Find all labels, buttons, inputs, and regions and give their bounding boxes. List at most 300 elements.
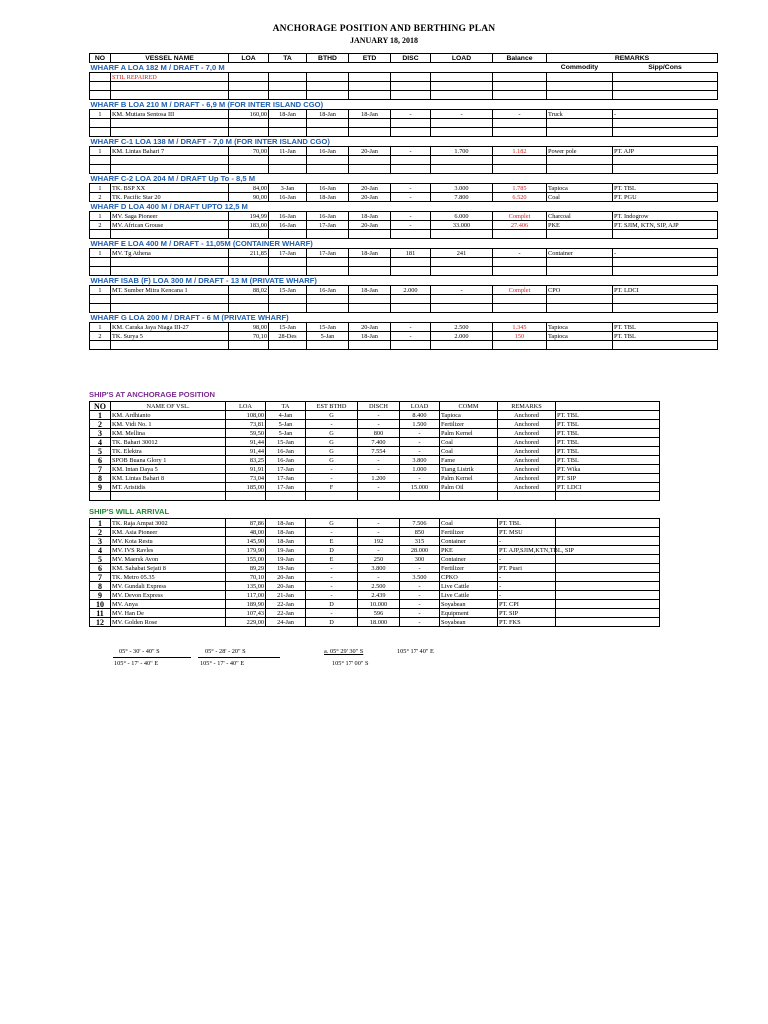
table-cell: 3.800 [358, 564, 400, 573]
table-cell: 7 [90, 573, 111, 582]
table-cell: 17-Jan [269, 249, 307, 258]
table-cell: Anchored [498, 447, 556, 456]
table-cell: G [306, 438, 358, 447]
table-cell: - [306, 582, 358, 591]
table-cell [229, 165, 269, 174]
table-cell: 88,02 [229, 286, 269, 295]
table-cell: 229,00 [226, 618, 266, 627]
table-cell [547, 258, 613, 267]
table-cell: PT. LDCI [613, 286, 718, 295]
table-cell: - [306, 591, 358, 600]
header-vessel-name: VESSEL NAME [111, 54, 229, 63]
table-cell: 16-Jan [266, 447, 306, 456]
table-cell: 16-Jan [269, 221, 307, 230]
table-cell [229, 128, 269, 137]
table-cell: Truck [547, 110, 613, 119]
table-cell: 83,25 [226, 456, 266, 465]
table-cell [269, 165, 307, 174]
table-cell: MV. Maersk Avon [111, 555, 226, 564]
table-cell [307, 128, 349, 137]
table-cell: 7.506 [400, 519, 440, 528]
table-cell: 2.500 [358, 582, 400, 591]
table-cell: PKE [440, 546, 498, 555]
table-cell [613, 295, 718, 304]
table-cell [493, 119, 547, 128]
table-cell: Coal [440, 519, 498, 528]
table-cell [613, 156, 718, 165]
anchorage-header-row [90, 402, 660, 411]
table-cell: 18-Jan [349, 212, 391, 221]
table-cell [613, 165, 718, 174]
table-cell [547, 304, 613, 313]
table-cell: KM. Mellina [111, 429, 226, 438]
table-cell [307, 73, 349, 82]
table-cell [229, 91, 269, 100]
blank-row [90, 258, 718, 267]
blank-row [90, 230, 718, 239]
table-cell [269, 295, 307, 304]
wharf-title: WHARF ISAB (F) LOA 300 M / DRAFT - 13 M (PRIVATE WHARF) [90, 276, 317, 285]
arrival-row [90, 546, 660, 555]
table-cell: Power pole [547, 147, 613, 156]
table-cell: Tapioca [547, 184, 613, 193]
table-cell: D [306, 546, 358, 555]
coord-b-divider [198, 657, 280, 658]
table-cell: 20-Jan [266, 582, 306, 591]
table-cell: 160,00 [229, 110, 269, 119]
table-cell: MV. Saga Pioneer [111, 212, 229, 221]
anchorage-header: DISCH [358, 402, 400, 411]
table-cell: 16-Jan [269, 193, 307, 202]
table-cell [556, 600, 660, 609]
wharf-title-row [90, 174, 718, 184]
table-cell: 24-Jan [266, 618, 306, 627]
table-cell [556, 618, 660, 627]
table-cell [440, 492, 498, 501]
table-cell [613, 119, 718, 128]
wharf-title: WHARF A LOA 182 M / DRAFT - 7,0 M [90, 63, 225, 72]
table-cell: MV. African Grouse [111, 221, 229, 230]
table-cell [307, 295, 349, 304]
table-cell [613, 341, 718, 350]
remarks-sippcons-label: Sipp/Cons [648, 64, 682, 71]
table-cell: E [306, 537, 358, 546]
table-cell [90, 156, 111, 165]
table-cell: 10.000 [358, 600, 400, 609]
table-cell: - [358, 528, 400, 537]
table-cell: CPO [547, 286, 613, 295]
table-cell: Tapioca [440, 411, 498, 420]
table-cell: Coal [440, 447, 498, 456]
table-cell: Anchored [498, 438, 556, 447]
table-cell [111, 295, 229, 304]
table-cell: - [400, 447, 440, 456]
table-cell: 7.800 [431, 193, 493, 202]
coord-a-lon: 105° - 17' - 40" E [114, 660, 159, 667]
table-cell: TK. Elektra [111, 447, 226, 456]
table-cell [349, 165, 391, 174]
anchorage-row [90, 447, 660, 456]
table-cell: 5-Jan [266, 420, 306, 429]
vessel-row [90, 249, 718, 258]
table-cell [349, 295, 391, 304]
table-cell [349, 267, 391, 276]
table-cell: 18-Jan [349, 332, 391, 341]
wharf-title: WHARF G LOA 200 M / DRAFT - 6 M (PRIVATE WHARF) [90, 313, 289, 322]
table-cell: 1.182 [493, 147, 547, 156]
table-cell: MV. Devon Express [111, 591, 226, 600]
table-cell: 2 [90, 528, 111, 537]
table-cell [229, 82, 269, 91]
table-cell: PT. TBL [556, 420, 660, 429]
anchorage-title: SHIP'S AT ANCHORAGE POSITION [89, 390, 215, 399]
header-loa: LOA [229, 54, 269, 63]
table-cell: Container [440, 537, 498, 546]
table-cell: TK. Pacific Star 20 [111, 193, 229, 202]
table-cell [547, 295, 613, 304]
table-cell: MT. Aristidis [111, 483, 226, 492]
table-cell: 1.345 [493, 323, 547, 332]
table-cell: Palm Oil [440, 483, 498, 492]
table-cell: Coal [440, 438, 498, 447]
table-cell [307, 230, 349, 239]
table-cell: MV. Golden Rose [111, 618, 226, 627]
table-cell: - [391, 184, 431, 193]
table-cell [90, 492, 111, 501]
table-cell: PT. TBL [613, 323, 718, 332]
table-cell [269, 267, 307, 276]
table-cell: Live Cattle [440, 582, 498, 591]
header-load: LOAD [431, 54, 493, 63]
table-cell [547, 82, 613, 91]
table-cell: - [391, 332, 431, 341]
table-cell: 1.200 [358, 474, 400, 483]
table-cell: 2.439 [358, 591, 400, 600]
page-title: ANCHORAGE POSITION AND BERTHING PLAN [272, 24, 496, 34]
table-cell: - [306, 465, 358, 474]
table-cell: 18.000 [358, 618, 400, 627]
table-cell: 20-Jan [349, 323, 391, 332]
table-cell [391, 73, 431, 82]
table-cell: - [391, 221, 431, 230]
table-cell: MV. Tg Athena [111, 249, 229, 258]
table-cell: - [400, 438, 440, 447]
table-cell [493, 91, 547, 100]
table-cell [358, 492, 400, 501]
table-cell [556, 519, 660, 528]
table-cell: 2 [90, 420, 111, 429]
table-cell [90, 119, 111, 128]
header-balance: Balance [493, 54, 547, 63]
table-cell [229, 119, 269, 128]
table-cell [613, 304, 718, 313]
table-cell: 5 [90, 447, 111, 456]
table-cell: KM. Lintas Bahari 8 [111, 474, 226, 483]
table-cell [613, 128, 718, 137]
table-cell [90, 82, 111, 91]
table-cell: Fertilizer [440, 564, 498, 573]
table-cell: PT. PGU [613, 193, 718, 202]
table-cell: 90,00 [229, 193, 269, 202]
table-cell: 73,04 [226, 474, 266, 483]
table-cell: 22-Jan [266, 609, 306, 618]
coord-c-lon: 105° 17' 40" E [397, 648, 434, 655]
table-cell [349, 73, 391, 82]
table-cell: F [306, 483, 358, 492]
table-cell: 20-Jan [349, 184, 391, 193]
blank-row [90, 128, 718, 137]
table-cell [493, 295, 547, 304]
table-cell: PT. CPI [498, 600, 556, 609]
arrival-row [90, 591, 660, 600]
table-cell: KM. Intan Daya 5 [111, 465, 226, 474]
table-cell: KM. Sahabat Sejati 8 [111, 564, 226, 573]
table-cell: D [306, 600, 358, 609]
table-cell: 20-Jan [349, 193, 391, 202]
table-cell: Tapioca [547, 323, 613, 332]
table-cell [307, 119, 349, 128]
table-cell: Live Cattle [440, 591, 498, 600]
arrival-row [90, 519, 660, 528]
table-cell: 3 [90, 429, 111, 438]
table-cell [307, 91, 349, 100]
table-cell: 192 [358, 537, 400, 546]
coord-c-lat: a. 05° 29' 30" S [324, 648, 364, 655]
table-cell: 16-Jan [266, 456, 306, 465]
table-cell: - [306, 609, 358, 618]
table-cell: Fame [440, 456, 498, 465]
table-cell: - [613, 249, 718, 258]
table-cell [556, 528, 660, 537]
table-cell: 3.800 [400, 456, 440, 465]
table-cell: 4 [90, 438, 111, 447]
table-cell: 19-Jan [266, 564, 306, 573]
table-cell [349, 91, 391, 100]
table-cell: 194,99 [229, 212, 269, 221]
table-cell [307, 165, 349, 174]
table-cell: - [400, 429, 440, 438]
table-cell: MV. Kota Restu [111, 537, 226, 546]
table-cell: 1 [90, 519, 111, 528]
table-cell [556, 582, 660, 591]
table-cell: 117,00 [226, 591, 266, 600]
table-cell: 21-Jan [266, 591, 306, 600]
table-cell: 2.000 [391, 286, 431, 295]
table-cell [556, 492, 660, 501]
table-cell: Anchored [498, 411, 556, 420]
table-cell [400, 492, 440, 501]
table-cell: 2 [90, 193, 111, 202]
table-cell [90, 230, 111, 239]
table-cell [431, 230, 493, 239]
table-cell: 179,90 [226, 546, 266, 555]
table-cell: - [391, 212, 431, 221]
table-cell: Anchored [498, 456, 556, 465]
table-cell: PT. AJP [613, 147, 718, 156]
table-cell: - [400, 564, 440, 573]
table-cell: PT. MSU [498, 528, 556, 537]
table-cell: 250 [358, 555, 400, 564]
table-cell [269, 341, 307, 350]
table-cell: 22-Jan [266, 600, 306, 609]
table-cell [613, 230, 718, 239]
table-cell: PT. TBL [556, 438, 660, 447]
table-cell: - [498, 591, 556, 600]
table-cell: 18-Jan [269, 110, 307, 119]
table-cell: 6.000 [431, 212, 493, 221]
table-cell: KM. Lintas Bahari 7 [111, 147, 229, 156]
table-cell: TK. Raja Ampat 3002 [111, 519, 226, 528]
table-cell: 19-Jan [266, 555, 306, 564]
vessel-row [90, 323, 718, 332]
table-cell: - [493, 110, 547, 119]
table-cell: Complet [493, 286, 547, 295]
table-cell: 2 [90, 221, 111, 230]
table-cell [229, 295, 269, 304]
table-cell [431, 73, 493, 82]
table-cell [269, 91, 307, 100]
table-cell: MV. Han De [111, 609, 226, 618]
table-cell: - [400, 609, 440, 618]
table-cell: MV. IVS Ravles [111, 546, 226, 555]
table-cell: 15-Jan [307, 323, 349, 332]
arrival-row [90, 555, 660, 564]
table-cell [307, 267, 349, 276]
table-cell: 9 [90, 483, 111, 492]
table-cell: 6 [90, 564, 111, 573]
blank-row [90, 91, 718, 100]
table-cell: 18-Jan [266, 528, 306, 537]
table-cell: 5 [90, 555, 111, 564]
blank-row [90, 492, 660, 501]
table-cell: KM. Asia Pioneer [111, 528, 226, 537]
header-ta: TA [269, 54, 307, 63]
table-cell: 18-Jan [349, 110, 391, 119]
table-cell: - [358, 519, 400, 528]
table-cell: 18-Jan [307, 193, 349, 202]
table-cell: 17-Jan [266, 483, 306, 492]
table-cell: 1.700 [431, 147, 493, 156]
table-cell: Anchored [498, 483, 556, 492]
table-cell [556, 402, 660, 411]
table-cell: PT. TBL [556, 447, 660, 456]
table-cell [493, 304, 547, 313]
table-cell: 16-Jan [307, 212, 349, 221]
table-cell [547, 119, 613, 128]
table-cell: - [358, 546, 400, 555]
berthing-table [89, 53, 718, 350]
arrival-row [90, 582, 660, 591]
table-cell: - [358, 411, 400, 420]
table-cell [111, 156, 229, 165]
table-cell [229, 304, 269, 313]
table-cell [556, 555, 660, 564]
table-cell: PT. TBL [556, 429, 660, 438]
table-cell [547, 73, 613, 82]
table-cell: PT. Indogrow [613, 212, 718, 221]
table-cell [111, 304, 229, 313]
table-cell: PT. SJIM, KTN, SIP, AJP [613, 221, 718, 230]
anchorage-header: REMARKS [498, 402, 556, 411]
blank-row [90, 165, 718, 174]
table-cell [547, 156, 613, 165]
blank-row [90, 341, 718, 350]
table-cell: CPKO [440, 573, 498, 582]
table-cell [391, 119, 431, 128]
anchorage-header: NAME OF VSL. [111, 402, 226, 411]
wharf-title: WHARF D LOA 400 M / DRAFT UPTO 12,5 M [90, 202, 248, 211]
blank-row [90, 119, 718, 128]
table-cell: - [400, 618, 440, 627]
table-cell: KM. Ardhianto [111, 411, 226, 420]
wharf-title-row [90, 239, 718, 249]
wharf-title-row [90, 276, 718, 286]
table-cell: Tiang Listrik [440, 465, 498, 474]
table-cell: 33.000 [431, 221, 493, 230]
table-cell: 70,10 [229, 332, 269, 341]
table-cell [349, 258, 391, 267]
table-cell: - [358, 483, 400, 492]
table-cell [547, 165, 613, 174]
table-cell: - [400, 600, 440, 609]
table-cell: Equipment [440, 609, 498, 618]
table-cell [269, 156, 307, 165]
table-cell: - [391, 323, 431, 332]
table-cell: 9 [90, 591, 111, 600]
table-cell: 4 [90, 546, 111, 555]
table-cell: 8 [90, 474, 111, 483]
table-cell: 7.554 [358, 447, 400, 456]
table-cell: MV. Anya [111, 600, 226, 609]
table-cell: 6 [90, 456, 111, 465]
table-cell: 1.500 [400, 420, 440, 429]
table-cell [349, 341, 391, 350]
table-cell [269, 73, 307, 82]
table-cell: PT. AJP,SJIM,KTN,TBL, SIP [499, 546, 574, 554]
table-cell [431, 258, 493, 267]
table-cell [547, 230, 613, 239]
table-cell [391, 156, 431, 165]
coord-a-divider [113, 657, 191, 658]
anchorage-row [90, 483, 660, 492]
table-cell: MT. Sumber Mitra Kencana 1 [111, 286, 229, 295]
table-cell [391, 258, 431, 267]
table-cell: - [400, 582, 440, 591]
table-cell: 3-Jan [269, 184, 307, 193]
coord-a-lat: 05° - 30' - 40" S [119, 648, 160, 655]
vessel-row [90, 221, 718, 230]
table-cell: 15-Jan [269, 286, 307, 295]
table-cell: KM. Vidi No. 1 [111, 420, 226, 429]
table-cell [111, 165, 229, 174]
table-cell: Anchored [498, 420, 556, 429]
table-cell: 2.000 [431, 332, 493, 341]
table-cell: - [498, 582, 556, 591]
table-cell [306, 492, 358, 501]
table-cell: - [391, 110, 431, 119]
table-cell [111, 230, 229, 239]
wharf-title-row [90, 313, 718, 323]
table-cell: 70,00 [229, 147, 269, 156]
table-cell: - [613, 110, 718, 119]
table-cell: PT. SIP [556, 474, 660, 483]
table-cell: - [431, 110, 493, 119]
table-cell: Anchored [498, 474, 556, 483]
table-cell [229, 267, 269, 276]
table-cell: PT. TBL [556, 411, 660, 420]
blank-row [90, 304, 718, 313]
table-cell: 18-Jan [266, 537, 306, 546]
